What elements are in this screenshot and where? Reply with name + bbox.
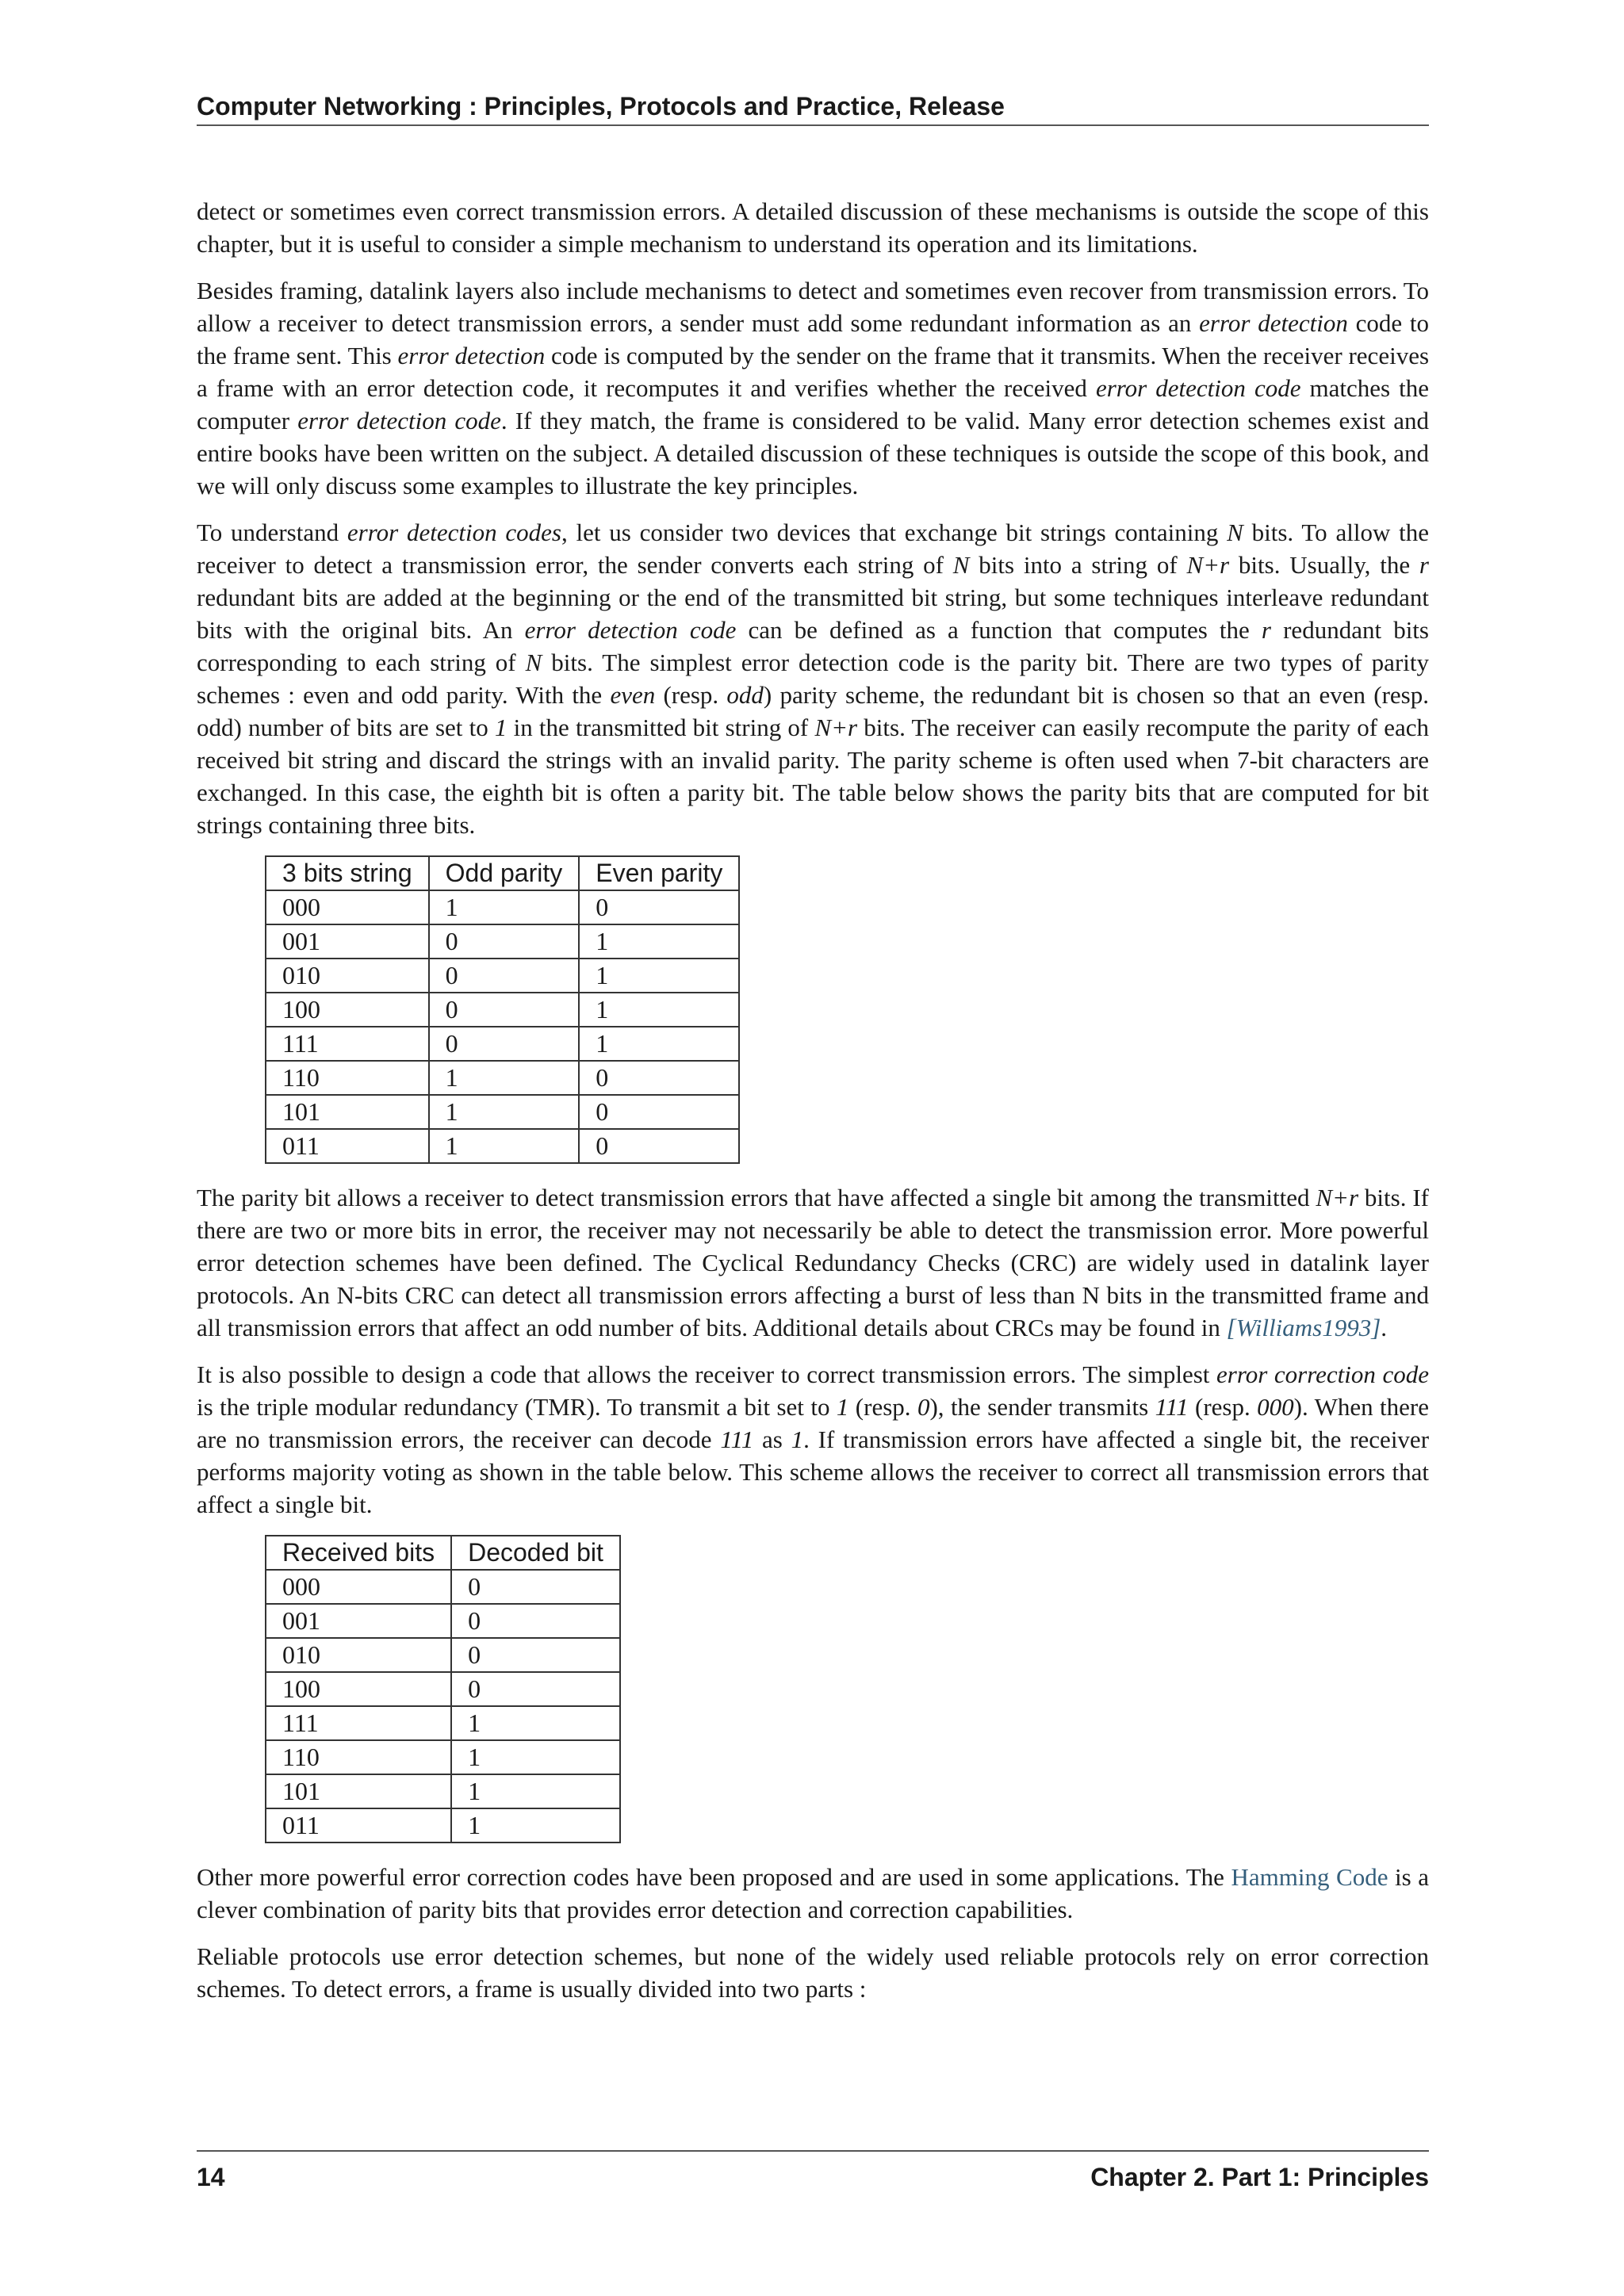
table-row — [266, 1129, 739, 1163]
column-header: 3 bits string — [266, 856, 429, 890]
table-header-row — [266, 1536, 620, 1570]
column-header: Even parity — [579, 856, 739, 890]
table-cell: 1 — [579, 993, 739, 1027]
parity-table — [265, 855, 740, 1164]
page-content — [197, 195, 1429, 2019]
book-title: Computer Networking : Principles, Protocols and Practice, Release — [197, 92, 1005, 121]
table-row — [266, 1095, 739, 1129]
table-row — [266, 924, 739, 959]
table-cell: 1 — [579, 924, 739, 959]
paragraph-parity-crc: The parity bit allows a receiver to detect transmission errors that have affected a single bit among the transmitted N+r bits. If there are two or more bits in error, the receiver may not necessarily be able to detect the transmission error. More powerful error detection schemes have been defined. The Cyclical Redundancy Checks (CRC) are widely used in datalink layer protocols. An N-bits CRC can detect all transmission errors affecting a burst of less than N bits in the transmitted frame and all transmission errors that affect an odd number of bits. Additional details about CRCs may be found in [Williams1993]. — [197, 1184, 1430, 1341]
tmr-table — [265, 1535, 621, 1843]
table-cell: 111 — [266, 1706, 451, 1740]
table-cell: 110 — [266, 1740, 451, 1774]
page-number: 14 — [197, 2163, 225, 2191]
table-cell: 0 — [579, 1129, 739, 1163]
table-row — [266, 1774, 620, 1808]
table-cell: 1 — [579, 959, 739, 993]
table-cell: 0 — [579, 1095, 739, 1129]
table-cell: 100 — [266, 1672, 451, 1706]
table-cell: 011 — [266, 1129, 429, 1163]
running-header — [197, 92, 1429, 126]
table-row — [266, 959, 739, 993]
table-cell: 0 — [429, 1027, 580, 1061]
table-row — [266, 1570, 620, 1604]
citation-link-williams1993[interactable]: [Williams1993] — [1226, 1314, 1381, 1341]
table-cell: 0 — [429, 993, 580, 1027]
paragraph-error-detection-codes: To understand error detection codes, let us consider two devices that exchange bit strings containing N bits. To allow the receiver to detect a transmission error, the sender converts each string of N bits into a string of N+r bits. Usually, the r redundant bits are added at the beginning or the end of the transmitted bit string, but some techniques interleave redundant bits with the original bits. An error detection code can be defined as a function that computes the r redundant bits corresponding to each string of N bits. The simplest error detection code is the parity bit. There are two types of parity schemes : even and odd parity. With the even (resp. odd) parity scheme, the redundant bit is chosen so that an even (resp. odd) number of bits are set to 1 in the transmitted bit string of N+r bits. The receiver can easily recompute the parity of each received bit string and discard the strings with an invalid parity. The parity scheme is often used when 7-bit characters are exchanged. In this case, the eighth bit is often a parity bit. The table below shows the parity bits that are computed for bit strings containing three bits. — [197, 519, 1430, 839]
table-cell: 1 — [451, 1706, 620, 1740]
table-cell: 001 — [266, 1604, 451, 1638]
table-cell: 0 — [429, 924, 580, 959]
table-cell: 0 — [451, 1672, 620, 1706]
table-cell: 1 — [451, 1808, 620, 1843]
table-row — [266, 1027, 739, 1061]
table-cell: 1 — [429, 1129, 580, 1163]
paragraph-framing: Besides framing, datalink layers also include mechanisms to detect and sometimes even recover from transmission errors. To allow a receiver to detect transmission errors, a sender must add some redundant information as an error detection code to the frame sent. This error detection code is computed by the sender on the frame that it transmits. When the receiver receives a frame with an error detection code, it recomputes it and verifies whether the received error detection code matches the computer error detection code. If they match, the frame is considered to be valid. Many error detection schemes exist and entire books have been written on the subject. A detailed discussion of these techniques is outside the scope of this book, and we will only discuss some examples to illustrate the key principles. — [197, 277, 1430, 499]
table-row — [266, 1638, 620, 1672]
table-cell: 0 — [451, 1570, 620, 1604]
table-cell: 001 — [266, 924, 429, 959]
paragraph-hamming: Other more powerful error correction codes have been proposed and are used in some applications. The Hamming Code is a clever combination of parity bits that provides error detection and correction capabilities. — [197, 1863, 1430, 1923]
table-row — [266, 1672, 620, 1706]
table-cell: 0 — [429, 959, 580, 993]
table-cell: 010 — [266, 959, 429, 993]
table-cell: 0 — [451, 1638, 620, 1672]
chapter-label: Chapter 2. Part 1: Principles — [1090, 2163, 1429, 2191]
paragraph-intro: detect or sometimes even correct transmission errors. A detailed discussion of these mechanisms is outside the scope of this chapter, but it is useful to consider a simple mechanism to understand its operation and its limitations. — [197, 197, 1429, 258]
column-header: Decoded bit — [451, 1536, 620, 1570]
table-row — [266, 1740, 620, 1774]
table-row — [266, 1706, 620, 1740]
table-cell: 000 — [266, 1570, 451, 1604]
table-cell: 1 — [451, 1740, 620, 1774]
table-header-row — [266, 856, 739, 890]
table-cell: 0 — [579, 890, 739, 924]
table-cell: 1 — [451, 1774, 620, 1808]
table-cell: 011 — [266, 1808, 451, 1843]
table-row — [266, 1808, 620, 1843]
column-header: Odd parity — [429, 856, 580, 890]
table-cell: 1 — [429, 890, 580, 924]
paragraph-error-correction: It is also possible to design a code that allows the receiver to correct transmission errors. The simplest error correction code is the triple modular redundancy (TMR). To transmit a bit set to 1 (resp. 0), the sender transmits 111 (resp. 000). When there are no transmission errors, the receiver can decode 111 as 1. If transmission errors have affected a single bit, the receiver performs majority voting as shown in the table below. This scheme allows the receiver to correct all transmission errors that affect a single bit. — [197, 1360, 1430, 1518]
table-cell: 101 — [266, 1095, 429, 1129]
column-header: Received bits — [266, 1536, 451, 1570]
table-cell: 101 — [266, 1774, 451, 1808]
table-row — [266, 1604, 620, 1638]
paragraph-reliable-protocols: Reliable protocols use error detection schemes, but none of the widely used reliable protocols rely on error correction schemes. To detect errors, a frame is usually divided into two parts : — [197, 1942, 1429, 2003]
table-cell: 100 — [266, 993, 429, 1027]
table-row — [266, 1061, 739, 1095]
table-cell: 1 — [429, 1061, 580, 1095]
table-cell: 000 — [266, 890, 429, 924]
table-row — [266, 993, 739, 1027]
table-cell: 0 — [579, 1061, 739, 1095]
hamming-code-link[interactable]: Hamming Code — [1231, 1863, 1388, 1891]
table-row — [266, 890, 739, 924]
table-cell: 1 — [579, 1027, 739, 1061]
page-footer — [197, 2150, 1429, 2192]
table-cell: 110 — [266, 1061, 429, 1095]
table-cell: 1 — [429, 1095, 580, 1129]
table-cell: 0 — [451, 1604, 620, 1638]
table-cell: 111 — [266, 1027, 429, 1061]
table-cell: 010 — [266, 1638, 451, 1672]
